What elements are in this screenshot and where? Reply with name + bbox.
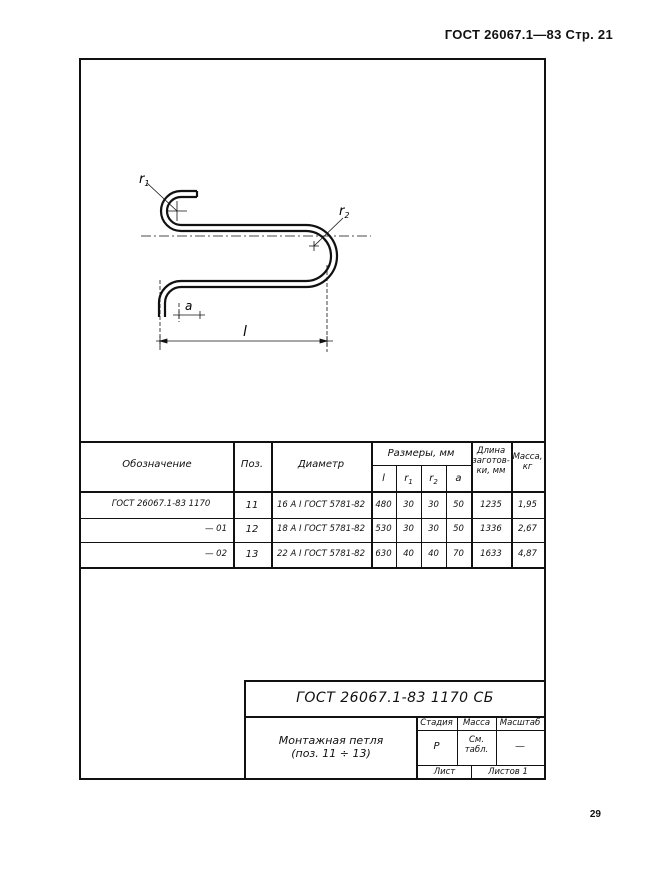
table-row-r1: 40 <box>403 549 414 559</box>
table-row-length: 1235 <box>480 500 502 510</box>
label-l: l <box>243 324 247 340</box>
scale-label: Масштаб <box>499 718 541 728</box>
table-row-r2: 40 <box>428 549 439 559</box>
table-row-designation: — 01 <box>204 524 227 534</box>
scale-value: — <box>515 741 525 752</box>
stage-label: Стадия <box>420 718 453 728</box>
stage-value: Р <box>433 741 440 752</box>
header-dim-l: l <box>382 473 385 484</box>
page-number: 29 <box>589 809 601 820</box>
table-row-r1: 30 <box>403 524 414 534</box>
drawing-frame <box>79 58 546 780</box>
table-row-length: 1336 <box>480 524 502 534</box>
table-row-l: 630 <box>375 549 392 559</box>
table-row-mass: 4,87 <box>518 549 537 559</box>
table-row-pos: 11 <box>245 500 259 511</box>
table-row-a: 50 <box>453 500 464 510</box>
header-diameter: Диаметр <box>297 459 345 470</box>
header-dim-a: a <box>455 473 462 484</box>
table-row-r1: 30 <box>403 500 414 510</box>
label-a: a <box>185 299 193 313</box>
item-name: Монтажная петля (поз. 11 ÷ 13) <box>278 734 384 760</box>
mass-value: См. табл. <box>464 735 489 755</box>
header-mass: Масса, кг <box>512 452 543 472</box>
table-row-r2: 30 <box>428 524 439 534</box>
table-row-designation: ГОСТ 26067.1-83 1170 <box>111 499 211 509</box>
loop-right-bend-outer <box>306 225 337 287</box>
r2-leader <box>314 218 343 246</box>
loop-lower-inner <box>159 281 306 311</box>
table-row-r2: 30 <box>428 500 439 510</box>
label-r2: $r_2$ <box>339 204 350 220</box>
table-row-pos: 13 <box>245 549 259 560</box>
table-row-l: 480 <box>375 500 392 510</box>
table-row-designation: — 02 <box>204 549 227 559</box>
table-row-l: 530 <box>375 524 392 534</box>
loop-drawing <box>81 60 544 360</box>
header-designation: Обозначение <box>122 459 192 470</box>
header-dim-r1: $r_1$ <box>404 473 413 486</box>
table-row-mass: 1,95 <box>518 500 537 510</box>
table-row-diameter: 22 А I ГОСТ 5781-82 <box>276 549 365 559</box>
table-row-a: 70 <box>453 549 464 559</box>
header-dim-r2: $r_2$ <box>429 473 438 486</box>
header-pos: Поз. <box>240 459 264 470</box>
loop-bar-inner <box>167 197 306 225</box>
page-header: ГОСТ 26067.1—83 Стр. 21 <box>444 27 613 42</box>
doc-code: ГОСТ 26067.1-83 1170 СБ <box>296 690 494 706</box>
table-row-diameter: 18 А I ГОСТ 5781-82 <box>276 524 365 534</box>
table-row-mass: 2,67 <box>518 524 537 534</box>
table-row-length: 1633 <box>480 549 502 559</box>
header-length: Длина заготов- ки, мм <box>472 446 510 476</box>
sheets-label: Листов 1 <box>488 767 528 777</box>
label-r1: $r_1$ <box>139 172 150 188</box>
sheet-label: Лист <box>433 767 456 777</box>
table-row-a: 50 <box>453 524 464 534</box>
mass-label: Масса <box>462 718 491 728</box>
header-dimensions: Размеры, мм <box>387 448 455 459</box>
table-row-diameter: 16 А I ГОСТ 5781-82 <box>276 500 365 510</box>
table-row-pos: 12 <box>245 524 259 535</box>
